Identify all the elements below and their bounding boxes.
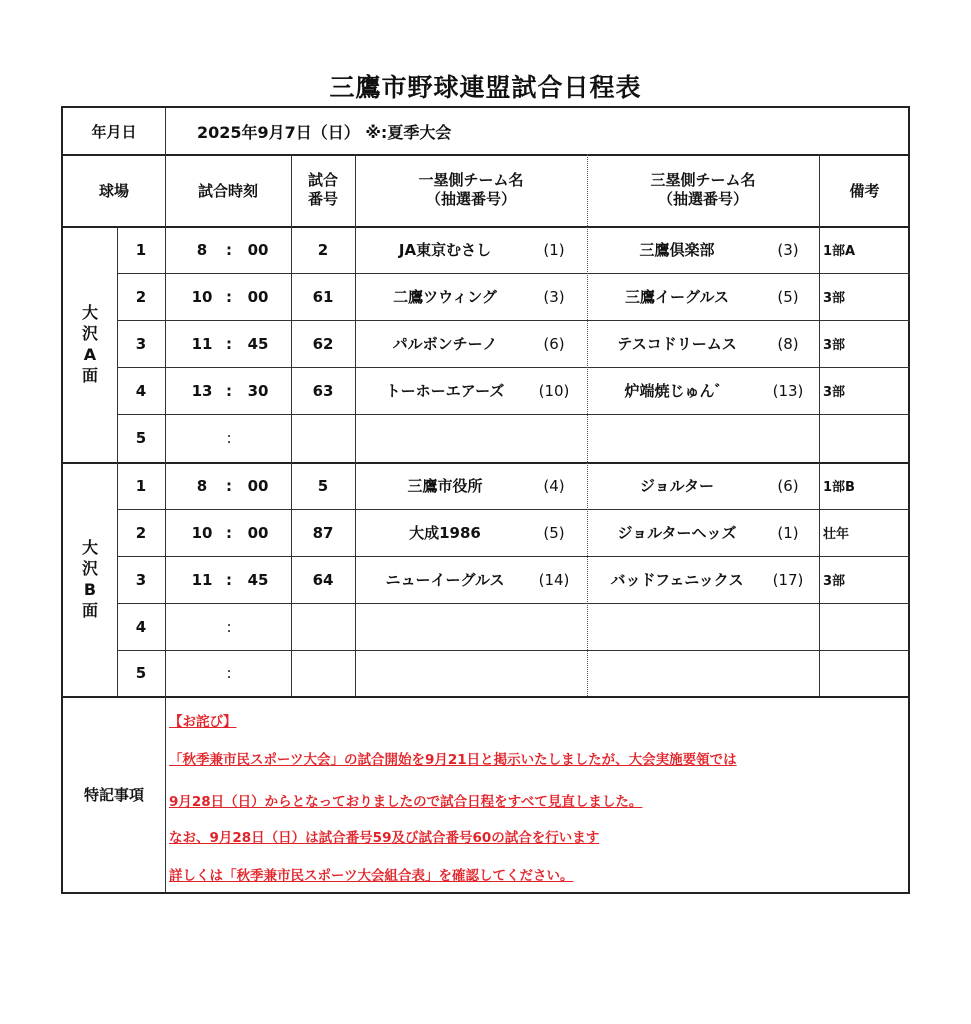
row-divider	[117, 273, 910, 274]
header-match-no-line2: 番号	[307, 190, 338, 208]
header-first-base	[355, 154, 587, 226]
time-separator: :	[226, 476, 232, 495]
row-divider	[63, 226, 910, 228]
match-number: 62	[312, 334, 334, 353]
third-base-draw: (8)	[777, 334, 799, 353]
field-b-char: 沢	[81, 559, 98, 578]
date-label: 年月日	[91, 122, 137, 141]
match-number: 64	[312, 570, 334, 589]
remarks: 3部	[823, 338, 846, 353]
match-number: 63	[312, 381, 334, 400]
row-divider	[117, 650, 910, 651]
row-divider	[117, 414, 910, 415]
third-base-draw: (5)	[777, 287, 799, 306]
third-base-team: バッドフェニックス	[610, 571, 744, 589]
first-base-team: 大成1986	[409, 524, 481, 542]
header-third-base-line1: 三塁側チーム名	[650, 171, 756, 189]
field-b-char: B	[83, 580, 97, 599]
first-base-team: 二鷹ツウィング	[393, 288, 497, 306]
third-base-team: 三鷹イーグルス	[624, 288, 730, 306]
page-title: 三鷹市野球連盟試合日程表	[329, 73, 642, 102]
header-time: 試合時刻	[197, 181, 258, 200]
column-divider	[165, 108, 166, 892]
first-base-team: トーホーエアーズ	[385, 382, 505, 400]
first-base-team: ニューイーグルス	[385, 571, 505, 589]
first-base-draw: (1)	[543, 240, 565, 259]
header-first-base-line1: 一塁側チーム名	[418, 171, 524, 189]
start-hour: 11	[191, 334, 213, 353]
time-separator: :	[226, 287, 232, 306]
game-index: 1	[135, 476, 147, 495]
time-separator: :	[226, 523, 232, 542]
column-divider	[819, 154, 820, 696]
start-minute: 30	[247, 381, 269, 400]
game-index: 3	[135, 334, 147, 353]
first-base-draw: (5)	[543, 523, 565, 542]
first-base-draw: (6)	[543, 334, 565, 353]
header-match-no	[291, 154, 355, 226]
remarks: 壮年	[823, 527, 850, 542]
start-minute: 00	[247, 240, 269, 259]
remarks: 3部	[823, 291, 846, 306]
field-b-char: 大	[81, 538, 98, 557]
time-separator: :	[226, 664, 232, 682]
column-divider	[587, 154, 588, 696]
header-third-base	[587, 154, 819, 226]
row-divider	[117, 367, 910, 368]
column-divider	[117, 226, 118, 696]
third-base-team: 三鷹倶楽部	[639, 241, 715, 259]
row-divider	[63, 154, 910, 156]
header-match-no-line1: 試合	[307, 171, 338, 189]
time-separator: :	[226, 240, 232, 259]
start-hour: 10	[191, 287, 213, 306]
game-index: 2	[135, 287, 147, 306]
start-hour: 11	[191, 570, 213, 589]
game-index: 5	[135, 429, 147, 447]
start-minute: 00	[247, 523, 269, 542]
game-index: 4	[135, 381, 147, 400]
notice-line: 「秋季兼市民スポーツ大会」の試合開始を9月21日と掲示いたしましたが、大会実施要領では	[169, 752, 737, 768]
column-divider	[355, 154, 356, 696]
third-base-draw: (1)	[777, 523, 799, 542]
remarks: 3部	[823, 385, 846, 400]
start-hour: 8	[196, 240, 208, 259]
time-separator: :	[226, 570, 232, 589]
notice-heading: 【お詫び】	[169, 714, 237, 730]
first-base-draw: (14)	[538, 570, 570, 589]
start-hour: 13	[191, 381, 213, 400]
column-divider	[291, 154, 292, 696]
field-b-char: 面	[81, 601, 98, 620]
row-divider	[117, 556, 910, 557]
third-base-team: テスコドリームス	[617, 335, 737, 353]
row-divider	[63, 696, 910, 698]
start-minute: 00	[247, 287, 269, 306]
third-base-team: ジョルターヘッズ	[617, 524, 737, 542]
third-base-draw: (6)	[777, 476, 799, 495]
special-notes-label: 特記事項	[83, 785, 144, 804]
schedule-table	[61, 106, 910, 894]
start-minute: 45	[247, 570, 269, 589]
start-minute: 45	[247, 334, 269, 353]
third-base-draw: (17)	[772, 570, 804, 589]
first-base-team: JA東京むさし	[398, 241, 492, 259]
remarks: 3部	[823, 574, 846, 589]
time-separator: :	[226, 381, 232, 400]
start-hour: 8	[196, 476, 208, 495]
notice-line: なお、9月28日（日）は試合番号59及び試合番号60の試合を行います	[169, 830, 600, 846]
time-separator: :	[226, 334, 232, 353]
third-base-draw: (13)	[772, 381, 804, 400]
header-remarks: 備考	[849, 181, 880, 200]
field-a-char: 面	[81, 366, 98, 385]
row-divider	[117, 603, 910, 604]
date-value: 2025年9月7日（日） ※:夏季大会	[197, 122, 452, 142]
game-index: 4	[135, 617, 147, 636]
time-separator: :	[226, 617, 232, 636]
game-index: 1	[135, 240, 147, 259]
row-divider	[63, 462, 910, 464]
header-field: 球場	[98, 181, 129, 200]
first-base-team: パルボンチーノ	[392, 335, 498, 353]
game-index: 2	[135, 523, 147, 542]
start-minute: 00	[247, 476, 269, 495]
first-base-team: 三鷹市役所	[407, 477, 483, 495]
remarks: 1部B	[823, 480, 855, 495]
first-base-draw: (4)	[543, 476, 565, 495]
time-separator: :	[226, 429, 232, 447]
notice-line: 詳しくは「秋季兼市民スポーツ大会組合表」を確認してください。	[169, 868, 574, 884]
start-hour: 10	[191, 523, 213, 542]
field-a-char: A	[83, 345, 97, 364]
third-base-draw: (3)	[777, 240, 799, 259]
remarks: 1部A	[823, 244, 856, 259]
match-number: 2	[317, 240, 329, 259]
header-first-base-line2: （抽選番号）	[425, 190, 516, 208]
first-base-draw: (3)	[543, 287, 565, 306]
row-divider	[117, 320, 910, 321]
first-base-draw: (10)	[538, 381, 570, 400]
header-third-base-line2: （抽選番号）	[657, 190, 748, 208]
third-base-team: ジョルター	[639, 477, 715, 495]
row-divider	[117, 509, 910, 510]
field-a-char: 大	[81, 303, 98, 322]
notice-line: 9月28日（日）からとなっておりましたので試合日程をすべて見直しました。	[169, 794, 643, 810]
match-number: 5	[317, 476, 329, 495]
match-number: 87	[312, 523, 334, 542]
field-a-name	[63, 226, 117, 462]
field-b-name	[63, 462, 117, 696]
third-base-team: 炉端焼じゅん゛	[624, 382, 730, 400]
field-a-char: 沢	[81, 324, 98, 343]
match-number: 61	[312, 287, 334, 306]
game-index: 5	[135, 664, 147, 682]
game-index: 3	[135, 570, 147, 589]
